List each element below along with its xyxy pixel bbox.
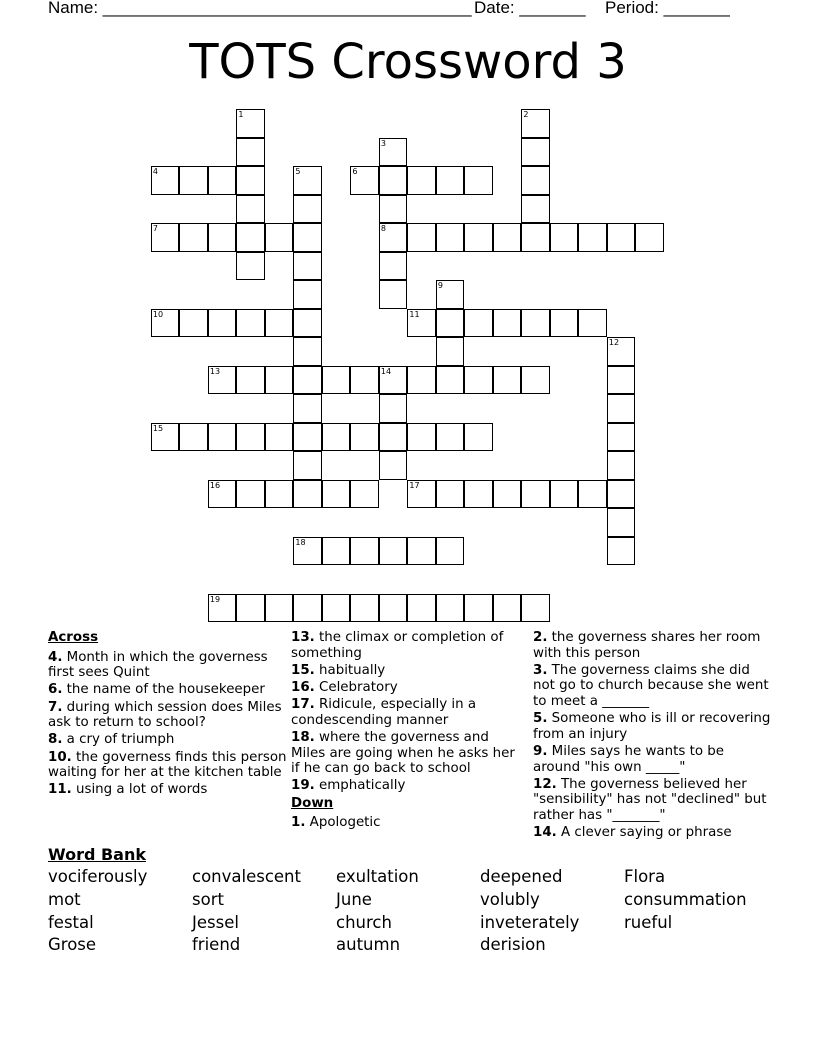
grid-cell[interactable]	[407, 537, 436, 566]
grid-cell[interactable]	[607, 394, 636, 423]
clue-number: 17	[409, 480, 420, 490]
word-bank-heading: Word Bank	[48, 845, 147, 864]
word-bank-row	[48, 890, 808, 913]
clue-number: 5	[295, 167, 301, 177]
clue-down-3: 3. The governess claims she did not go to church because she went to meet a _______	[533, 662, 769, 709]
grid-cell[interactable]	[550, 223, 579, 252]
grid-cell[interactable]	[407, 309, 436, 338]
grid-cell[interactable]	[236, 423, 265, 452]
grid-cell[interactable]	[179, 423, 208, 452]
grid-cell[interactable]	[293, 480, 322, 509]
grid-cell[interactable]	[151, 166, 180, 195]
grid-cell[interactable]	[350, 480, 379, 509]
grid-cell[interactable]	[208, 366, 237, 395]
grid-cell[interactable]	[635, 223, 664, 252]
grid-cell[interactable]	[407, 423, 436, 452]
word-bank-word: festal	[48, 912, 94, 932]
clue-number: 8	[380, 224, 386, 234]
grid-cell[interactable]	[322, 537, 351, 566]
clue-down-1: 1. Apologetic	[291, 815, 381, 831]
grid-cell[interactable]	[322, 594, 351, 623]
word-bank-word: autumn	[336, 935, 401, 955]
clue-across-4: 4. Month in which the governess first sees Quint	[48, 649, 268, 681]
grid-cell[interactable]	[436, 423, 465, 452]
grid-cell[interactable]	[379, 280, 408, 309]
grid-cell[interactable]	[350, 594, 379, 623]
grid-cell[interactable]	[521, 366, 550, 395]
clue-across-13: 13. the climax or completion of something	[291, 630, 504, 661]
grid-cell[interactable]	[179, 309, 208, 338]
grid-cell[interactable]	[293, 537, 322, 566]
clue-number: 19	[209, 594, 221, 604]
word-bank-word: exultation	[336, 867, 419, 886]
grid-cell[interactable]	[322, 423, 351, 452]
clue-number: 12	[608, 338, 620, 348]
grid-cell[interactable]	[236, 309, 265, 338]
grid-cell[interactable]	[379, 594, 408, 623]
grid-cell[interactable]	[151, 309, 180, 338]
clue-number: 13	[209, 366, 221, 376]
clue-number: 4	[152, 167, 158, 177]
grid-cell[interactable]	[607, 451, 636, 480]
down-heading: Down	[291, 795, 334, 811]
grid-cell[interactable]	[236, 138, 265, 167]
grid-cell[interactable]	[151, 223, 180, 252]
clue-number: 10	[152, 309, 164, 319]
word-bank-word: rueful	[624, 912, 673, 932]
clue-number: 3	[380, 138, 386, 148]
grid-cell[interactable]	[208, 480, 237, 509]
grid-cell[interactable]	[607, 537, 636, 566]
grid-cell[interactable]	[265, 423, 294, 452]
grid-cell[interactable]	[179, 166, 208, 195]
grid-cell[interactable]	[464, 423, 493, 452]
page-title: TOTS Crossword 3	[189, 34, 627, 90]
grid-cell[interactable]	[521, 195, 550, 224]
clue-number: 15	[152, 423, 164, 433]
word-bank-word: June	[336, 889, 372, 909]
grid-cell[interactable]	[607, 337, 636, 366]
grid-cell[interactable]	[436, 223, 465, 252]
grid-cell[interactable]	[379, 252, 408, 281]
across-heading: Across	[48, 630, 99, 645]
grid-cell[interactable]	[578, 223, 607, 252]
grid-cell[interactable]	[578, 309, 607, 338]
clue-number: 11	[409, 309, 420, 319]
grid-cell[interactable]	[379, 537, 408, 566]
name-field[interactable]: Name: _______________________________________	[48, 0, 472, 17]
word-bank-word: convalescent	[192, 867, 301, 886]
grid-cell[interactable]	[493, 594, 522, 623]
grid-cell[interactable]	[436, 594, 465, 623]
grid-cell[interactable]	[578, 480, 607, 509]
clue-across-15: 15. habitually	[291, 662, 386, 678]
grid-cell[interactable]	[350, 537, 379, 566]
word-bank-word: church	[336, 912, 392, 932]
grid-cell[interactable]	[208, 423, 237, 452]
word-bank-word: inveterately	[480, 912, 580, 932]
clue-across-7: 7. during which session does Miles ask to return to school?	[48, 699, 282, 731]
grid-cell[interactable]	[322, 366, 351, 395]
grid-cell[interactable]	[265, 480, 294, 509]
word-bank-word: Grose	[48, 935, 97, 955]
clue-across-16: 16. Celebratory	[291, 679, 398, 695]
clue-down-5: 5. Someone who is ill or recovering from an injury	[533, 711, 771, 742]
clue-number: 9	[437, 281, 443, 291]
grid-cell[interactable]	[407, 594, 436, 623]
grid-cell[interactable]	[521, 594, 550, 623]
clue-number: 18	[295, 537, 306, 547]
clue-column-1	[48, 630, 288, 800]
grid-cell[interactable]	[407, 166, 436, 195]
grid-cell[interactable]	[293, 337, 322, 366]
grid-cell[interactable]	[521, 480, 550, 509]
grid-cell[interactable]	[436, 309, 465, 338]
word-bank	[48, 867, 808, 958]
word-bank-word: sort	[192, 889, 224, 909]
grid-cell[interactable]	[379, 195, 408, 224]
grid-cell[interactable]	[208, 594, 237, 623]
grid-cell[interactable]	[350, 423, 379, 452]
word-bank-word: friend	[192, 935, 241, 955]
word-bank-word: Jessel	[192, 912, 239, 932]
word-bank-word: derision	[480, 935, 546, 955]
grid-cell[interactable]	[236, 109, 265, 138]
grid-cell[interactable]	[407, 366, 436, 395]
grid-cell[interactable]	[236, 252, 265, 281]
grid-cell[interactable]	[464, 480, 493, 509]
clue-across-17: 17. Ridicule, especially in a condescending manner	[291, 697, 477, 728]
date-field[interactable]: Date: _______	[474, 0, 586, 17]
grid-cell[interactable]	[379, 451, 408, 480]
grid-cell[interactable]	[293, 423, 322, 452]
grid-cell[interactable]	[293, 451, 322, 480]
grid-cell[interactable]	[265, 223, 294, 252]
grid-cell[interactable]	[464, 309, 493, 338]
grid-cell[interactable]	[350, 166, 379, 195]
grid-cell[interactable]	[208, 223, 237, 252]
grid-cell[interactable]	[436, 337, 465, 366]
grid-cell[interactable]	[379, 138, 408, 167]
grid-cell[interactable]	[607, 480, 636, 509]
grid-cell[interactable]	[521, 109, 550, 138]
grid-cell[interactable]	[265, 366, 294, 395]
grid-cell[interactable]	[379, 223, 408, 252]
grid-cell[interactable]	[350, 366, 379, 395]
word-bank-word: consummation	[624, 889, 747, 909]
grid-cell[interactable]	[436, 480, 465, 509]
clue-across-18: 18. where the governess and Miles are going when he asks her if he can go back to school	[291, 729, 515, 777]
clue-down-9: 9. Miles says he wants to be around "his own _____"	[533, 743, 725, 775]
grid-cell[interactable]	[236, 480, 265, 509]
grid-cell[interactable]	[293, 394, 322, 423]
grid-cell[interactable]	[293, 280, 322, 309]
word-bank-word: mot	[48, 889, 81, 909]
clue-number: 6	[352, 167, 358, 177]
clue-across-8: 8. a cry of triumph	[48, 732, 175, 748]
clue-across-10: 10. the governess finds this person waiting for her at the kitchen table	[48, 749, 287, 781]
grid-cell[interactable]	[464, 223, 493, 252]
grid-cell[interactable]	[293, 166, 322, 195]
grid-cell[interactable]	[236, 366, 265, 395]
clue-down-12: 12. The governess believed her "sensibility" has not "declined" but rather has "_______"	[533, 776, 767, 823]
grid-cell[interactable]	[521, 223, 550, 252]
clue-number: 7	[152, 224, 158, 234]
grid-cell[interactable]	[464, 594, 493, 623]
grid-cell[interactable]	[607, 223, 636, 252]
clue-across-11: 11. using a lot of words	[48, 782, 208, 798]
grid-cell[interactable]	[464, 166, 493, 195]
word-bank-word: vociferously	[48, 867, 148, 886]
grid-cell[interactable]	[265, 594, 294, 623]
grid-cell[interactable]	[407, 223, 436, 252]
grid-cell[interactable]	[521, 138, 550, 167]
grid-cell[interactable]	[379, 166, 408, 195]
grid-cell[interactable]	[322, 480, 351, 509]
grid-cell[interactable]	[521, 166, 550, 195]
period-field[interactable]: Period: _______	[605, 0, 730, 17]
grid-cell[interactable]	[493, 223, 522, 252]
word-bank-row	[48, 913, 808, 936]
grid-cell[interactable]	[293, 309, 322, 338]
clue-across-6: 6. the name of the housekeeper	[48, 682, 265, 698]
clue-down-2: 2. the governess shares her room with this person	[533, 630, 761, 661]
clue-number: 2	[523, 110, 529, 120]
clue-number: 16	[209, 480, 221, 490]
grid-cell[interactable]	[293, 195, 322, 224]
grid-cell[interactable]	[236, 223, 265, 252]
grid-cell[interactable]	[493, 480, 522, 509]
grid-cell[interactable]	[236, 166, 265, 195]
word-bank-word: volubly	[480, 889, 540, 909]
clue-across-19: 19. emphatically	[291, 778, 406, 794]
grid-cell[interactable]	[293, 366, 322, 395]
grid-cell[interactable]	[493, 366, 522, 395]
grid-cell[interactable]	[493, 309, 522, 338]
word-bank-word: deepened	[480, 867, 563, 886]
grid-cell[interactable]	[208, 309, 237, 338]
clue-number: 1	[238, 110, 244, 120]
clue-column-2	[291, 630, 523, 832]
grid-cell[interactable]	[208, 166, 237, 195]
grid-cell[interactable]	[464, 366, 493, 395]
grid-cell[interactable]	[607, 423, 636, 452]
grid-cell[interactable]	[293, 594, 322, 623]
clue-down-14: 14. A clever saying or phrase	[533, 825, 732, 841]
grid-cell[interactable]	[436, 166, 465, 195]
grid-cell[interactable]	[379, 366, 408, 395]
grid-cell[interactable]	[151, 423, 180, 452]
grid-cell[interactable]	[550, 309, 579, 338]
grid-cell[interactable]	[607, 366, 636, 395]
grid-cell[interactable]	[236, 195, 265, 224]
grid-cell[interactable]	[293, 252, 322, 281]
word-bank-row	[48, 867, 808, 890]
word-bank-row	[48, 935, 808, 958]
clue-column-3	[533, 630, 773, 842]
grid-cell[interactable]	[293, 223, 322, 252]
grid-cell[interactable]	[550, 480, 579, 509]
grid-cell[interactable]	[407, 480, 436, 509]
grid-cell[interactable]	[236, 594, 265, 623]
grid-cell[interactable]	[379, 394, 408, 423]
grid-cell[interactable]	[436, 537, 465, 566]
grid-cell[interactable]	[436, 366, 465, 395]
grid-cell[interactable]	[265, 309, 294, 338]
grid-cell[interactable]	[607, 508, 636, 537]
grid-cell[interactable]	[521, 309, 550, 338]
grid-cell[interactable]	[436, 280, 465, 309]
grid-cell[interactable]	[179, 223, 208, 252]
clue-number: 14	[380, 366, 392, 376]
grid-cell[interactable]	[379, 423, 408, 452]
word-bank-word: Flora	[624, 867, 666, 886]
